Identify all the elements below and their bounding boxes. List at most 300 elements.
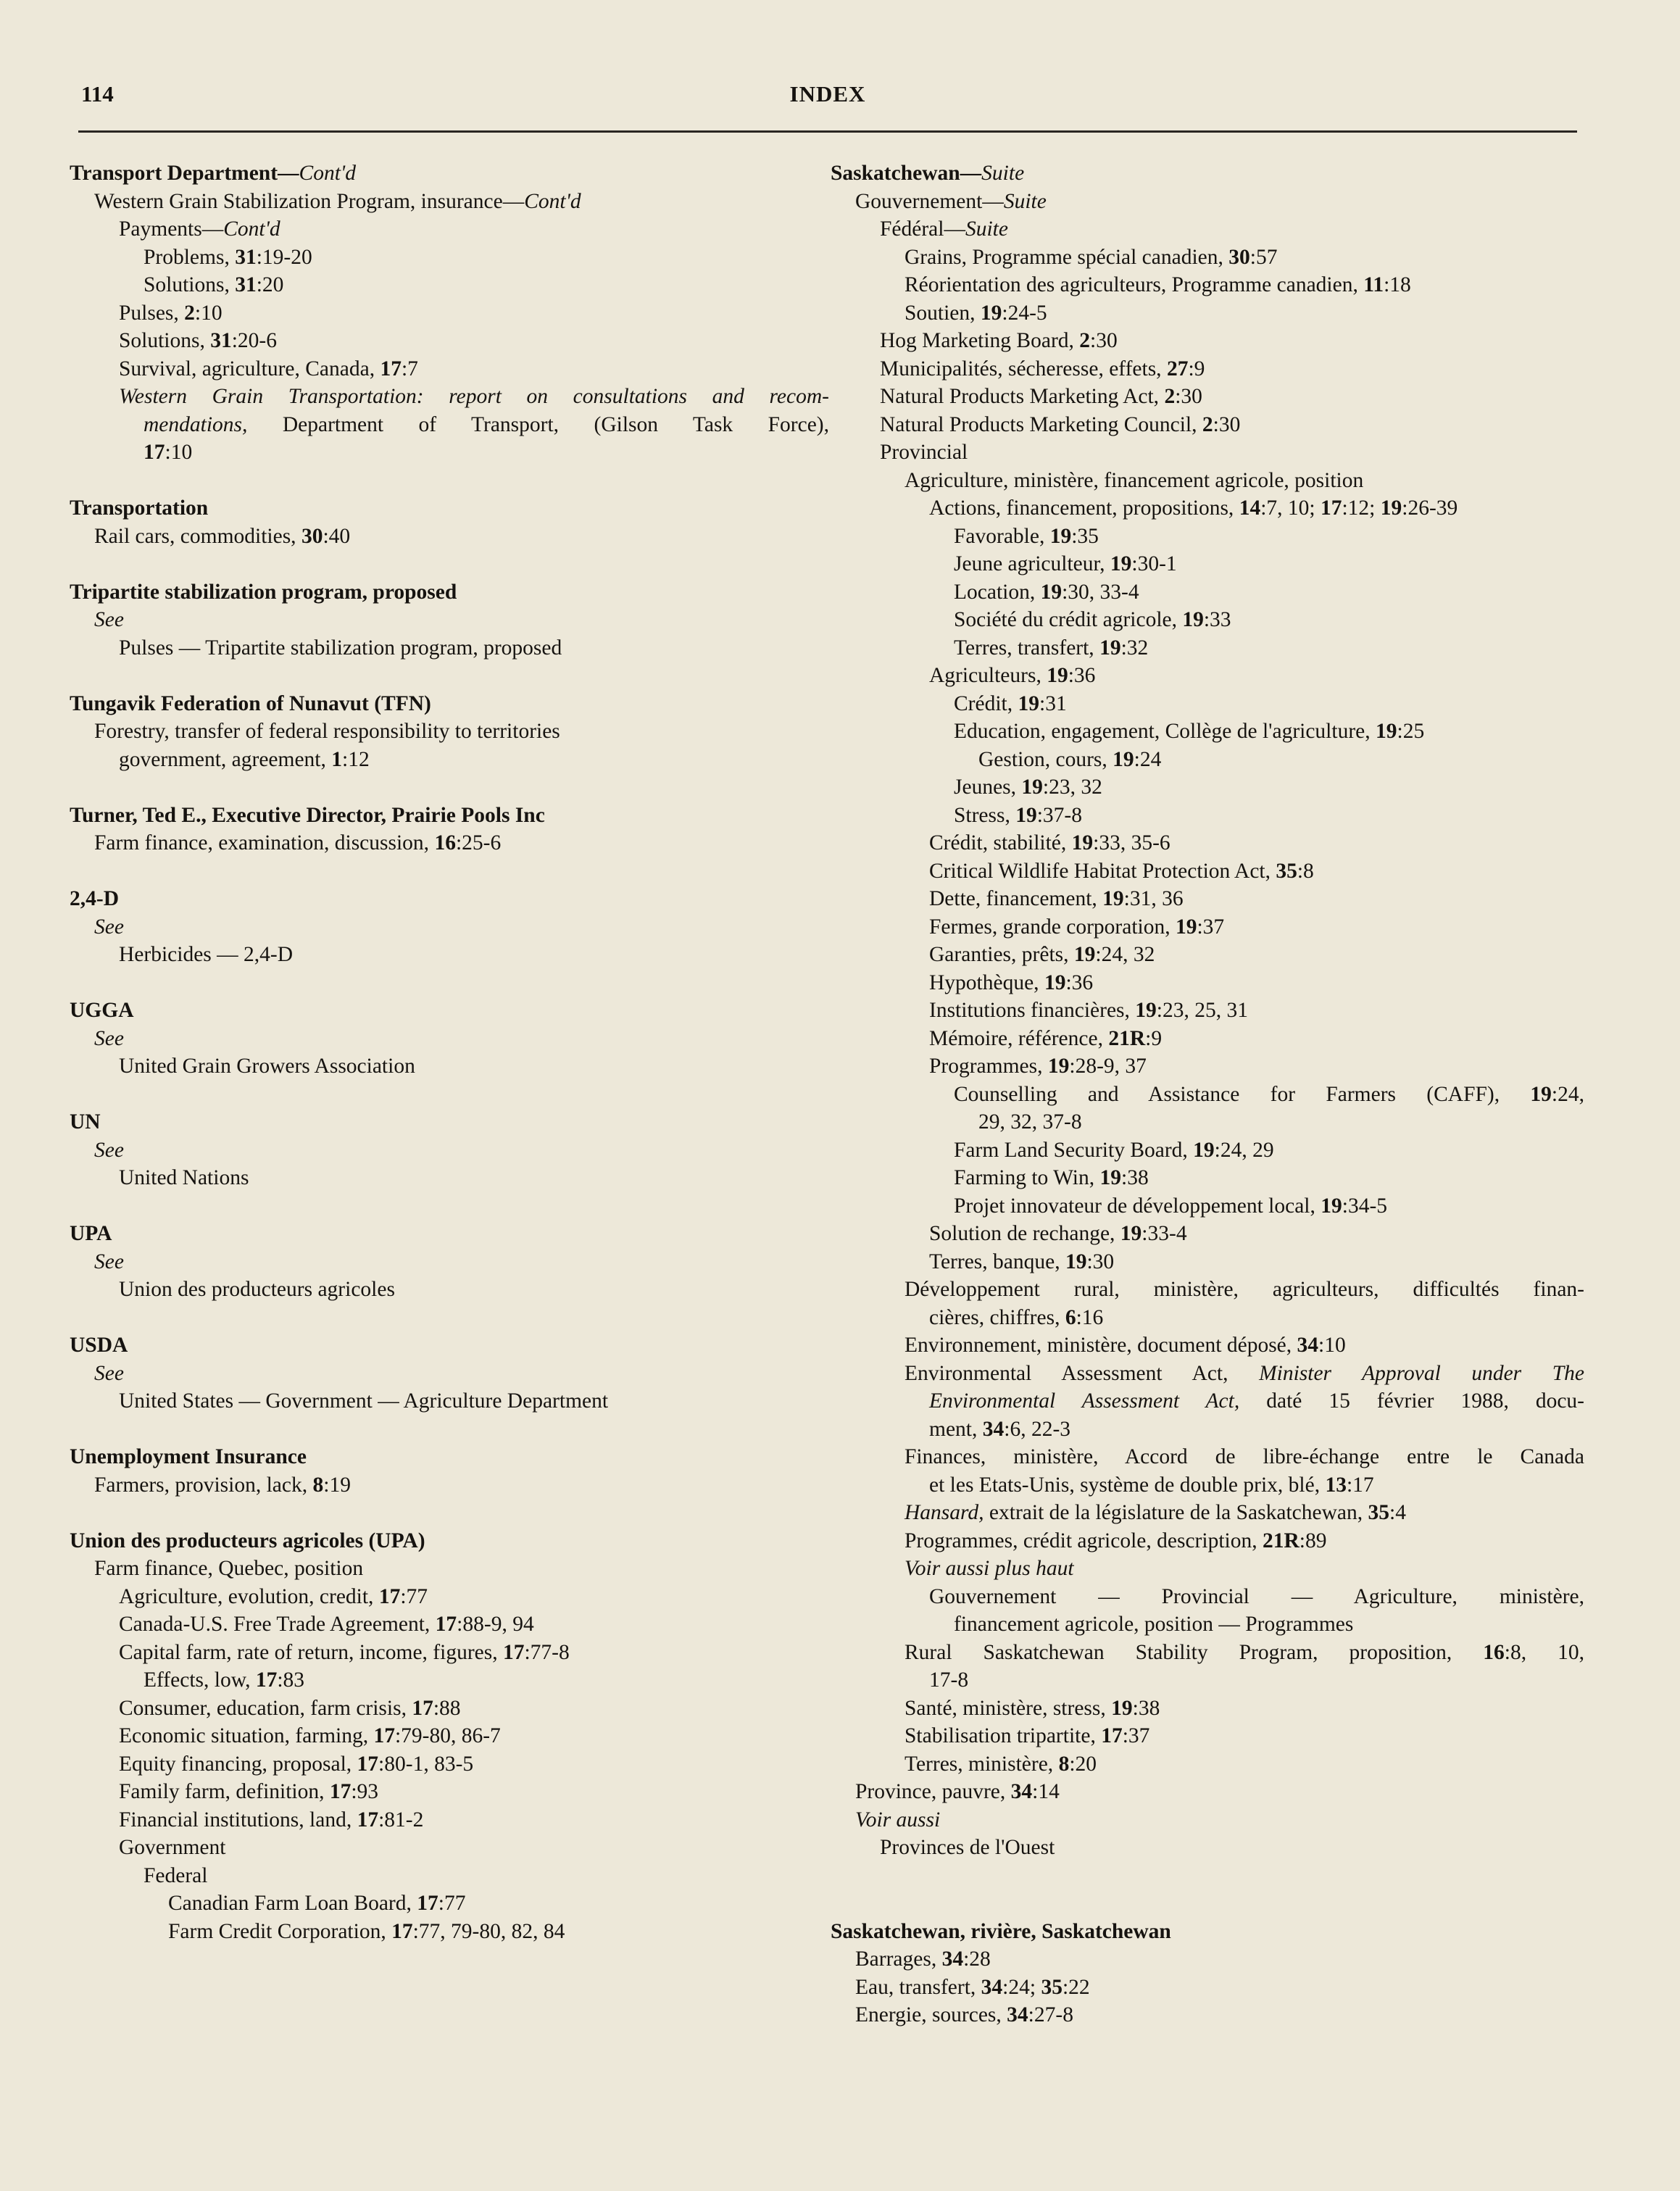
entry-text: :16: [1076, 1305, 1104, 1329]
entry-text: Equity financing, proposal,: [119, 1752, 357, 1776]
index-entry-line: [70, 1778, 829, 1806]
index-entry-line: [831, 2001, 1584, 2029]
volume-number: 19: [980, 301, 1002, 325]
entry-spacer: [831, 1889, 1584, 1918]
index-entry-line: [831, 662, 1584, 690]
entry-text: Société du crédit agricole,: [954, 608, 1183, 631]
volume-number: 34: [941, 1947, 964, 1971]
index-entry-line: [70, 1248, 829, 1276]
volume-number: 17: [391, 1919, 413, 1943]
entry-text: :35: [1071, 524, 1099, 548]
index-entry-line: [70, 1471, 829, 1500]
index-entry-line: [831, 1974, 1584, 2002]
entry-spacer: [70, 1192, 829, 1221]
index-entry-line: [831, 802, 1584, 830]
entry-text: Transportation: [70, 496, 209, 520]
index-entry-line: [70, 1750, 829, 1779]
entry-text: :77: [438, 1892, 466, 1915]
index-entry-line: [831, 188, 1584, 216]
volume-number: 17: [357, 1752, 379, 1776]
entry-spacer: [70, 969, 829, 997]
index-entry-line: [831, 215, 1584, 244]
index-entry-line: [831, 1136, 1584, 1165]
index-entry-line: [831, 271, 1584, 299]
volume-number: 19: [1376, 720, 1397, 743]
entry-text: :28-9, 37: [1069, 1055, 1147, 1078]
index-entry-line: [831, 1527, 1584, 1555]
index-entry-line: [831, 829, 1584, 857]
entry-text: Garanties, prêts,: [929, 943, 1074, 966]
volume-number: 17: [1320, 496, 1342, 520]
entry-text: Capital farm, rate of return, income, figures,: [119, 1640, 503, 1664]
volume-number: 11: [1363, 273, 1384, 296]
entry-text: :24;: [1002, 1975, 1041, 1999]
entry-text: Pulses — Tripartite stabilization program, proposed: [119, 636, 562, 660]
entry-text: Farming to Win,: [954, 1166, 1100, 1189]
volume-number: 34: [1297, 1334, 1319, 1357]
entry-text: Projet innovateur de développement local,: [954, 1194, 1321, 1218]
entry-text: Critical Wildlife Habitat Protection Act,: [929, 859, 1276, 883]
entry-text: :31: [1039, 691, 1067, 715]
entry-text: Farmers, provision, lack,: [94, 1473, 313, 1497]
volume-number: 8: [1058, 1752, 1070, 1776]
entry-text: 29, 32, 37-8: [978, 1110, 1082, 1134]
entry-text: :36: [1065, 970, 1094, 994]
volume-number: 34: [1007, 2003, 1028, 2026]
entry-text: Effects, low,: [144, 1668, 256, 1692]
index-entry-line: [831, 997, 1584, 1025]
entry-text: Herbicides — 2,4-D: [119, 943, 294, 966]
entry-text: ment,: [929, 1417, 983, 1441]
index-heading: [831, 159, 1584, 188]
index-entry-line: [831, 1052, 1584, 1081]
entry-spacer: [70, 1415, 829, 1444]
volume-number: 17: [412, 1696, 433, 1720]
entry-text: :8, 10,: [1504, 1640, 1584, 1664]
entry-text: :36: [1068, 664, 1096, 687]
index-entry-line: [831, 523, 1584, 551]
index-entry-line: [70, 383, 829, 411]
entry-text: government, agreement,: [119, 747, 332, 771]
entry-text: :30: [1213, 412, 1241, 436]
page-header: [78, 81, 1577, 133]
volume-number: 17: [144, 441, 165, 464]
volume-number: 19: [1018, 691, 1039, 715]
volume-number: 2: [1164, 385, 1176, 408]
entry-text: :81-2: [378, 1808, 424, 1832]
index-entry-line: [831, 1583, 1584, 1611]
entry-text: :40: [323, 524, 351, 548]
entry-text: See: [94, 608, 124, 631]
index-heading: [70, 1443, 829, 1471]
volume-number: 19: [1111, 1696, 1133, 1720]
index-entry-line: [831, 355, 1584, 383]
index-entry-line: [70, 1583, 829, 1611]
entry-text: :7: [401, 357, 418, 381]
index-entry-line: [70, 913, 829, 941]
entry-text: Farm finance, Quebec, position: [94, 1557, 364, 1580]
entry-text: Payments—: [119, 217, 224, 241]
index-entry-line: [831, 1276, 1584, 1304]
index-heading: [70, 885, 829, 913]
volume-number: 31: [235, 273, 257, 296]
entry-text: Favorable,: [954, 524, 1050, 548]
entry-text: :37: [1197, 915, 1225, 939]
index-entry-line: [70, 1695, 829, 1723]
index-entry-line: [831, 885, 1584, 913]
entry-text: :24, 32: [1095, 943, 1155, 966]
index-entry-line: [70, 1862, 829, 1890]
index-entry-line: [831, 1443, 1584, 1471]
entry-text: Western Grain Stabilization Program, insurance—: [94, 189, 525, 213]
volume-number: 17: [255, 1668, 278, 1692]
volume-number: 2: [1202, 412, 1213, 436]
entry-text: Unemployment Insurance: [70, 1445, 307, 1468]
entry-text: Tripartite stabilization program, proposed: [70, 580, 457, 604]
volume-number: 19: [1380, 496, 1402, 520]
entry-text: Terres, transfert,: [954, 636, 1100, 660]
entry-text: :24, 29: [1214, 1138, 1274, 1162]
index-entry-line: [70, 1164, 829, 1192]
volume-number: 19: [1047, 1055, 1070, 1078]
entry-text: Agriculteurs,: [929, 664, 1047, 687]
index-entry-line: [70, 271, 829, 299]
index-entry-line: [831, 1304, 1584, 1332]
entry-text: Voir aussi plus haut: [905, 1557, 1074, 1580]
volume-number: 19: [1047, 664, 1068, 687]
entry-text: Dette, financement,: [929, 887, 1103, 910]
index-entry-line: [70, 299, 829, 328]
entry-text: :79-80, 86-7: [394, 1724, 501, 1747]
index-entry-line: [831, 1331, 1584, 1360]
entry-text: USDA: [70, 1334, 128, 1357]
entry-text: :88: [433, 1696, 461, 1720]
volume-number: 19: [1044, 970, 1066, 994]
entry-text: Farm finance, examination, discussion,: [94, 831, 435, 855]
volume-number: 17: [380, 357, 402, 381]
entry-text: :80-1, 83-5: [378, 1752, 474, 1776]
index-entry-line: [831, 746, 1584, 774]
index-entry-line: [70, 1806, 829, 1834]
entry-text: Location,: [954, 580, 1041, 604]
page-title: INDEX: [789, 81, 866, 107]
entry-text: Finances, ministère, Accord de libre-échange entre le Canada: [905, 1445, 1584, 1468]
index-entry-line: [70, 1360, 829, 1388]
entry-text: :27-8: [1028, 2003, 1073, 2026]
volume-number: 35: [1041, 1975, 1063, 1999]
entry-text: :25-6: [455, 831, 502, 855]
index-entry-line: [70, 1555, 829, 1583]
volume-number: 8: [312, 1473, 324, 1497]
entry-spacer: [70, 857, 829, 886]
entry-spacer: [70, 467, 829, 495]
entry-text: Institutions financières,: [929, 999, 1136, 1022]
index-entry-line: [70, 1918, 829, 1946]
entry-text: :77, 79-80, 82, 84: [412, 1919, 565, 1943]
index-entry-line: [70, 1834, 829, 1862]
index-entry-line: [831, 690, 1584, 718]
entry-text: Gouvernement—: [855, 189, 1004, 213]
volume-number: 6: [1065, 1305, 1076, 1329]
entry-text: Turner, Ted E., Executive Director, Prairie Pools Inc: [70, 803, 545, 827]
entry-text: :23, 25, 31: [1156, 999, 1248, 1022]
entry-text: :20-6: [231, 329, 278, 352]
index-entry-line: [70, 438, 829, 467]
entry-text: Jeunes,: [954, 776, 1022, 799]
index-entry-line: [831, 578, 1584, 607]
entry-text: Canada-U.S. Free Trade Agreement,: [119, 1613, 436, 1636]
entry-text: Municipalités, sécheresse, effets,: [880, 357, 1167, 381]
volume-number: 30: [301, 524, 323, 548]
entry-text: :12;: [1342, 496, 1381, 520]
index-heading: [70, 997, 829, 1025]
volume-number: 19: [1175, 915, 1197, 939]
index-entry-line: [831, 606, 1584, 634]
entry-text: Hansard,: [905, 1501, 984, 1524]
entry-text: Environmental Assessment Act,: [929, 1389, 1240, 1413]
volume-number: 35: [1368, 1501, 1390, 1524]
volume-number: 19: [1135, 999, 1157, 1022]
entry-text: Hypothèque,: [929, 970, 1044, 994]
index-entry-line: [831, 1639, 1584, 1667]
index-entry-line: [70, 1666, 829, 1695]
volume-number: 17: [417, 1892, 438, 1915]
index-entry-line: [831, 1415, 1584, 1444]
volume-number: 16: [1483, 1640, 1505, 1664]
index-heading: [831, 1918, 1584, 1946]
index-entry-line: [831, 913, 1584, 941]
entry-text: UN: [70, 1110, 101, 1134]
entry-text: financement agricole, position — Programmes: [954, 1613, 1354, 1636]
index-entry-line: [70, 1639, 829, 1667]
entry-text: Suite: [1003, 189, 1047, 213]
index-entry-line: [70, 188, 829, 216]
entry-text: UPA: [70, 1222, 112, 1245]
entry-text: Développement rural, ministère, agriculteurs, difficultés finan-: [905, 1278, 1584, 1301]
index-entry-line: [831, 857, 1584, 886]
entry-spacer: [70, 662, 829, 690]
index-entry-line: [831, 1192, 1584, 1221]
entry-text: :10: [1318, 1334, 1346, 1357]
entry-text: Terres, ministère,: [905, 1752, 1059, 1776]
volume-number: 19: [1073, 943, 1096, 966]
entry-text: See: [94, 915, 124, 939]
entry-text: Jeune agriculteur,: [954, 552, 1110, 575]
index-entry-line: [831, 1360, 1584, 1388]
volume-number: 16: [434, 831, 456, 855]
index-entry-line: [70, 1722, 829, 1750]
entry-text: :33: [1203, 608, 1231, 631]
index-entry-line: [70, 606, 829, 634]
index-entry-line: [70, 1610, 829, 1639]
entry-text: :19: [323, 1473, 351, 1497]
volume-number: 19: [1193, 1138, 1215, 1162]
entry-text: Province, pauvre,: [855, 1780, 1011, 1803]
volume-number: 21R: [1262, 1529, 1299, 1552]
entry-text: Mémoire, référence,: [929, 1026, 1109, 1050]
index-entry-line: [831, 1666, 1584, 1695]
entry-text: Fermes, grande corporation,: [929, 915, 1176, 939]
entry-text: :23, 32: [1042, 776, 1102, 799]
entry-text: :77-8: [524, 1640, 570, 1664]
entry-spacer: [831, 1862, 1584, 1890]
entry-text: Crédit,: [954, 691, 1018, 715]
entry-text: Tungavik Federation of Nunavut (TFN): [70, 691, 431, 715]
volume-number: 19: [1040, 580, 1063, 604]
entry-spacer: [70, 1499, 829, 1527]
index-entry-line: [831, 773, 1584, 802]
volume-number: 19: [1099, 636, 1121, 660]
index-entry-line: [831, 383, 1584, 411]
entry-text: mendations,: [144, 412, 248, 436]
entry-text: Saskatchewan, rivière, Saskatchewan: [831, 1919, 1171, 1943]
entry-text: :24,: [1551, 1082, 1584, 1106]
entry-text: :38: [1132, 1696, 1160, 1720]
index-entry-line: [831, 969, 1584, 997]
index-entry-line: [831, 1387, 1584, 1415]
entry-text: Barrages,: [855, 1947, 942, 1971]
volume-number: 1: [331, 747, 342, 771]
index-heading: [70, 159, 829, 188]
volume-number: 19: [1120, 1222, 1142, 1245]
entry-text: :12: [342, 747, 370, 771]
entry-text: Provinces de l'Ouest: [880, 1836, 1055, 1859]
entry-text: United Nations: [119, 1166, 249, 1189]
entry-text: Saskatchewan—: [831, 162, 982, 185]
entry-text: Agriculture, evolution, credit,: [119, 1584, 379, 1608]
index-entry-line: [831, 327, 1584, 355]
entry-text: :20: [256, 273, 284, 296]
volume-number: 19: [1071, 831, 1094, 855]
entry-text: :20: [1069, 1752, 1097, 1776]
entry-spacer: [70, 550, 829, 578]
entry-text: :31, 36: [1123, 887, 1184, 910]
entry-text: :83: [277, 1668, 305, 1692]
entry-text: Cont'd: [299, 162, 356, 185]
volume-number: 30: [1228, 245, 1250, 269]
index-heading: [70, 1108, 829, 1136]
index-heading: [70, 494, 829, 523]
entry-text: Government: [119, 1836, 226, 1859]
entry-text: :32: [1120, 636, 1149, 660]
index-entry-line: [831, 299, 1584, 328]
entry-text: et les Etats-Unis, système de double prix, blé,: [929, 1473, 1326, 1497]
entry-text: Actions, financement, propositions,: [929, 496, 1239, 520]
entry-text: Hog Marketing Board,: [880, 329, 1080, 352]
entry-text: United Grain Growers Association: [119, 1055, 415, 1078]
entry-text: extrait de la législature de la Saskatchewan,: [984, 1501, 1368, 1524]
volume-number: 21R: [1108, 1026, 1146, 1050]
entry-text: :34-5: [1342, 1194, 1388, 1218]
entry-text: :10: [194, 301, 223, 325]
entry-text: Union des producteurs agricoles (UPA): [70, 1529, 425, 1552]
volume-number: 31: [210, 329, 232, 352]
entry-text: Minister Approval under The: [1259, 1361, 1584, 1385]
index-entry-line: [831, 1025, 1584, 1053]
entry-text: :24-5: [1002, 301, 1047, 325]
entry-text: Solutions,: [119, 329, 211, 352]
entry-text: Stabilisation tripartite,: [905, 1724, 1102, 1747]
left-index-column: [70, 159, 829, 1945]
volume-number: 34: [982, 1417, 1005, 1441]
entry-text: :19-20: [256, 245, 312, 269]
entry-text: UGGA: [70, 999, 134, 1022]
page-number: 114: [81, 81, 114, 107]
entry-text: Transport Department—: [70, 162, 299, 185]
entry-text: Department of Transport, (Gilson Task Force),: [247, 412, 829, 436]
entry-text: Environmental Assessment Act,: [905, 1361, 1260, 1385]
entry-text: :30: [1086, 1250, 1115, 1273]
entry-text: :30: [1090, 329, 1118, 352]
entry-text: :33, 35-6: [1093, 831, 1170, 855]
entry-text: Rural Saskatchewan Stability Program, proposition,: [905, 1640, 1484, 1664]
index-entry-line: [70, 718, 829, 746]
index-entry-line: [831, 244, 1584, 272]
volume-number: 17: [502, 1640, 525, 1664]
volume-number: 19: [1321, 1194, 1342, 1218]
entry-text: Union des producteurs agricoles: [119, 1278, 395, 1301]
volume-number: 13: [1325, 1473, 1347, 1497]
entry-text: :18: [1384, 273, 1411, 296]
index-entry-line: [831, 1750, 1584, 1779]
entry-text: daté 15 février 1988, docu-: [1239, 1389, 1585, 1413]
entry-text: Pulses,: [119, 301, 185, 325]
index-entry-line: [831, 1778, 1584, 1806]
volume-number: 19: [1049, 524, 1072, 548]
entry-text: Crédit, stabilité,: [929, 831, 1072, 855]
index-entry-line: [831, 634, 1584, 662]
entry-text: See: [94, 1138, 124, 1162]
volume-number: 35: [1276, 859, 1297, 883]
volume-number: 19: [1015, 803, 1037, 827]
entry-text: :30: [1175, 385, 1202, 408]
entry-text: :17: [1346, 1473, 1374, 1497]
index-entry-line: [831, 438, 1584, 467]
entry-text: :4: [1389, 1501, 1406, 1524]
entry-text: Santé, ministère, stress,: [905, 1696, 1112, 1720]
entry-text: :24: [1134, 747, 1162, 771]
index-entry-line: [831, 1164, 1584, 1192]
entry-text: Education, engagement, Collège de l'agriculture,: [954, 720, 1376, 743]
entry-spacer: [70, 1304, 829, 1332]
entry-text: Grains, Programme spécial canadien,: [905, 245, 1229, 269]
volume-number: 17: [378, 1584, 401, 1608]
volume-number: 17: [357, 1808, 379, 1832]
entry-text: :25: [1397, 720, 1425, 743]
index-entry-line: [831, 1471, 1584, 1500]
entry-text: :26-39: [1402, 496, 1458, 520]
index-entry-line: [831, 1108, 1584, 1136]
index-entry-line: [831, 1695, 1584, 1723]
entry-spacer: [70, 773, 829, 802]
entry-text: Forestry, transfer of federal responsibility to territories: [94, 720, 560, 743]
entry-text: Cont'd: [524, 189, 581, 213]
entry-text: :10: [165, 441, 193, 464]
entry-text: Financial institutions, land,: [119, 1808, 357, 1832]
volume-number: 19: [1021, 776, 1043, 799]
entry-text: :89: [1299, 1529, 1327, 1552]
volume-number: 17: [329, 1780, 352, 1803]
volume-number: 17: [1101, 1724, 1123, 1747]
volume-number: 27: [1166, 357, 1189, 381]
entry-text: :33-4: [1142, 1222, 1187, 1245]
entry-text: Provincial: [880, 441, 968, 464]
entry-text: United States — Government — Agriculture Department: [119, 1389, 609, 1413]
index-entry-line: [831, 1834, 1584, 1862]
entry-text: Programmes,: [929, 1055, 1048, 1078]
entry-text: :7, 10;: [1260, 496, 1321, 520]
index-heading: [70, 690, 829, 718]
